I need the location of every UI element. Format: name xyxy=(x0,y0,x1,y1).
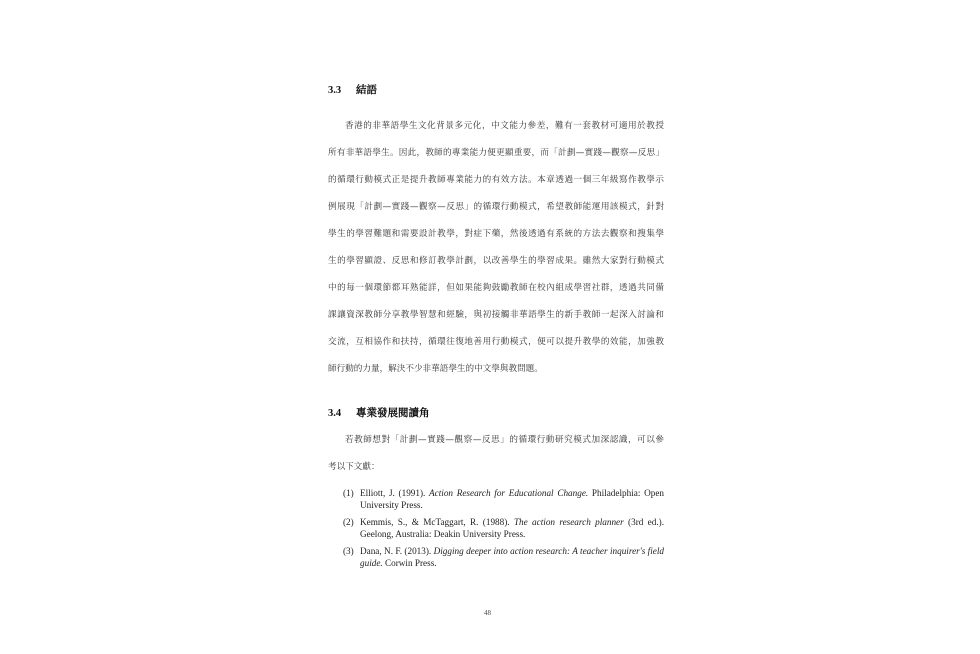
paragraph-line: 所有非華語學生。因此，教師的專業能力便更顯重要，而「計劃—實踐—觀察—反思」 xyxy=(328,148,664,158)
paragraph-line: 的循環行動模式正是提升教師專業能力的有效方法。本章透過一個三年級寫作教學示 xyxy=(328,175,664,185)
paragraph-line: 課讓資深教師分享教學智慧和經驗，與初接觸非華語學生的新手教師一起深入討論和 xyxy=(328,310,664,320)
paragraph-line: 考以下文獻： xyxy=(328,462,380,472)
reference-item xyxy=(343,546,664,569)
paragraph-line: 交流，互相協作和扶持，循環往復地善用行動模式，便可以提升教學的效能，加強教 xyxy=(328,337,664,347)
page-number: 48 xyxy=(484,609,491,617)
reference-title: The action research planner xyxy=(513,517,624,527)
paragraph-line: 師行動的力量，解決不少非華語學生的中文學與教問題。 xyxy=(328,364,543,374)
paragraph-line: 若教師想對「計劃—實踐—觀察—反思」的循環行動研究模式加深認識，可以參 xyxy=(345,435,664,445)
reference-title: Action Research for Educational Change. xyxy=(429,488,589,498)
reference-item xyxy=(343,488,664,511)
section-heading-3-4 xyxy=(328,405,430,420)
reference-number: (3) xyxy=(343,546,354,556)
paragraph-line: 例展現「計劃—實踐—觀察—反思」的循環行動模式，希望教師能運用該模式，針對 xyxy=(328,202,664,212)
paragraph-line: 生的學習顯證、反思和修訂教學計劃，以改善學生的學習成果。雖然大家對行動模式 xyxy=(328,256,664,266)
paragraph-line: 學生的學習難題和需要設計教學，對症下藥，然後透過有系統的方法去觀察和搜集學 xyxy=(328,229,664,239)
section-title: 結語 xyxy=(356,85,377,96)
reference-authors: Dana, N. F. (2013). xyxy=(360,546,434,556)
paragraph-line: 香港的非華語學生文化背景多元化，中文能力參差，難有一套教材可適用於教授 xyxy=(345,121,664,131)
reference-authors: Elliott, J. (1991). xyxy=(360,488,430,498)
section-title: 專業發展閱讀角 xyxy=(356,408,430,419)
reference-title: Digging deeper into action research: A teacher inquirer's field guide. xyxy=(360,546,664,568)
section-number: 3.3 xyxy=(328,85,342,96)
reference-item xyxy=(343,517,664,540)
reference-authors: Kemmis, S., & McTaggart, R. (1988). xyxy=(360,517,514,527)
reference-publisher: Corwin Press. xyxy=(382,557,437,568)
paragraph-line: 中的每一個環節都耳熟能詳，但如果能夠鼓勵教師在校內組成學習社群，透過共同備 xyxy=(328,283,664,293)
reference-publisher: (3rd ed.). Geelong, Australia: Deakin University Press. xyxy=(360,517,665,539)
reference-publisher: Philadelphia: Open University Press. xyxy=(360,488,664,510)
section-number: 3.4 xyxy=(328,408,342,419)
reference-number: (2) xyxy=(343,517,354,527)
reference-number: (1) xyxy=(343,488,354,498)
section-heading-3-3 xyxy=(328,82,377,97)
